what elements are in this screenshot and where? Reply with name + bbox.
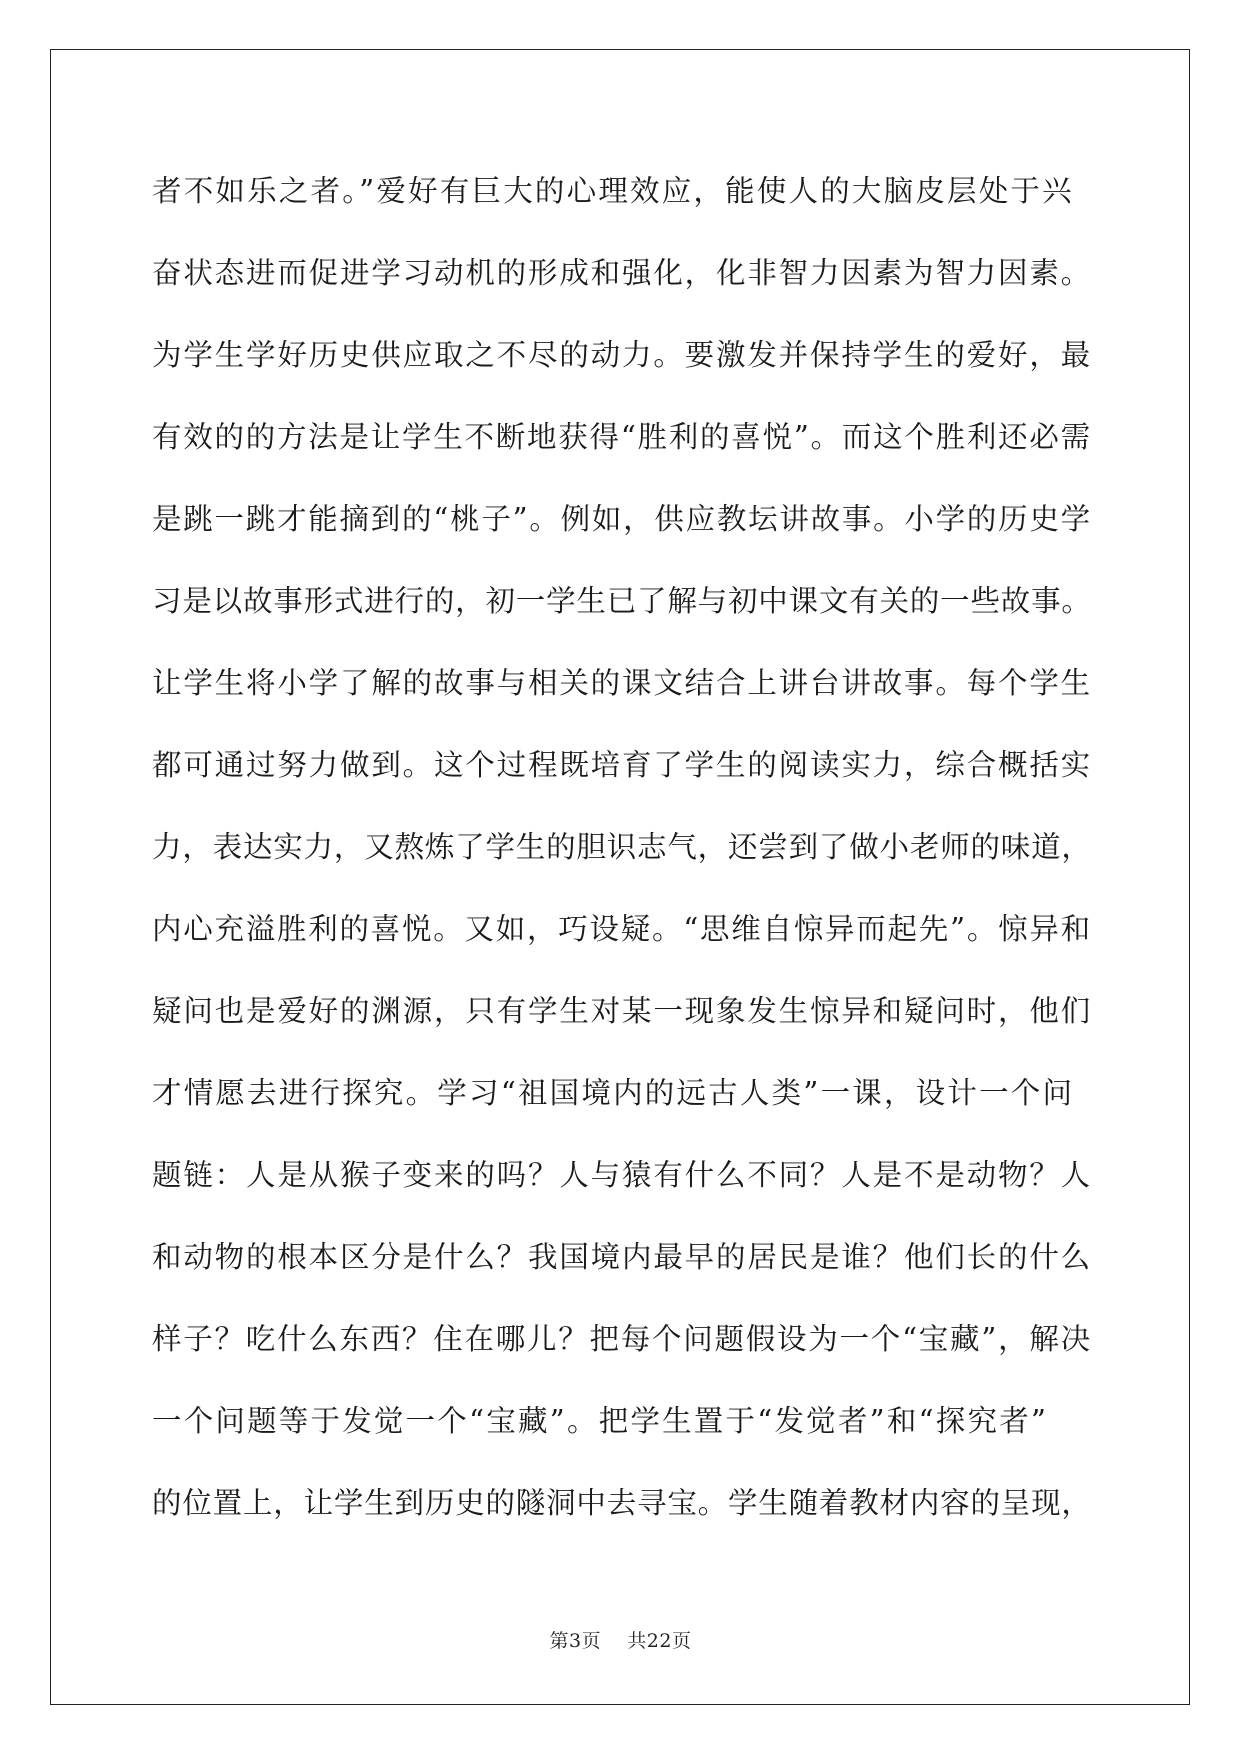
page-footer [0,1626,1241,1653]
text-line: 的位置上，让学生到历史的隧洞中去寻宝。学生随着教材内容的呈现， [152,1486,1092,1520]
text-line: 为学生学好历史供应取之不尽的动力。要激发并保持学生的爱好，最 [152,338,1093,372]
body-text [152,162,1092,1556]
text-line: 疑问也是爱好的渊源，只有学生对某一现象发生惊异和疑问时，他们 [152,994,1093,1028]
text-line: 才情愿去进行探究。学习“祖国境内的远古人类”一课，设计一个问 [152,1076,1075,1110]
text-line: 内心充溢胜利的喜悦。又如，巧设疑。“思维自惊异而起先”。惊异和 [152,912,1092,946]
text-line: 和动物的根本区分是什么？我国境内最早的居民是谁？他们长的什么 [152,1240,1093,1274]
text-line: 让学生将小学了解的故事与相关的课文结合上讲台讲故事。每个学生 [152,666,1093,700]
text-line: 有效的的方法是让学生不断地获得“胜利的喜悦”。而这个胜利还必需 [152,420,1092,454]
text-line: 都可通过努力做到。这个过程既培育了学生的阅读实力，综合概括实 [152,748,1093,782]
text-line: 样子？吃什么东西？住在哪儿？把每个问题假设为一个“宝藏”，解决 [152,1322,1092,1356]
text-line: 奋状态进而促进学习动机的形成和强化，化非智力因素为智力因素。 [152,256,1093,290]
current-page-number: 第3页 [549,1630,602,1652]
text-line: 习是以故事形式进行的，初一学生已了解与初中课文有关的一些故事。 [152,584,1092,618]
text-line: 一个问题等于发觉一个“宝藏”。把学生置于“发觉者”和“探究者” [152,1404,1049,1438]
text-line: 力，表达实力，又熬炼了学生的胆识志气，还尝到了做小老师的味道， [152,830,1092,864]
total-pages: 共22页 [627,1630,692,1652]
text-line: 题链：人是从猴子变来的吗？人与猿有什么不同？人是不是动物？人 [152,1158,1093,1192]
text-line: 是跳一跳才能摘到的“桃子”。例如，供应教坛讲故事。小学的历史学 [152,502,1092,536]
text-line: 者不如乐之者。”爱好有巨大的心理效应，能使人的大脑皮层处于兴 [152,174,1074,208]
footer-separator [601,1630,627,1652]
